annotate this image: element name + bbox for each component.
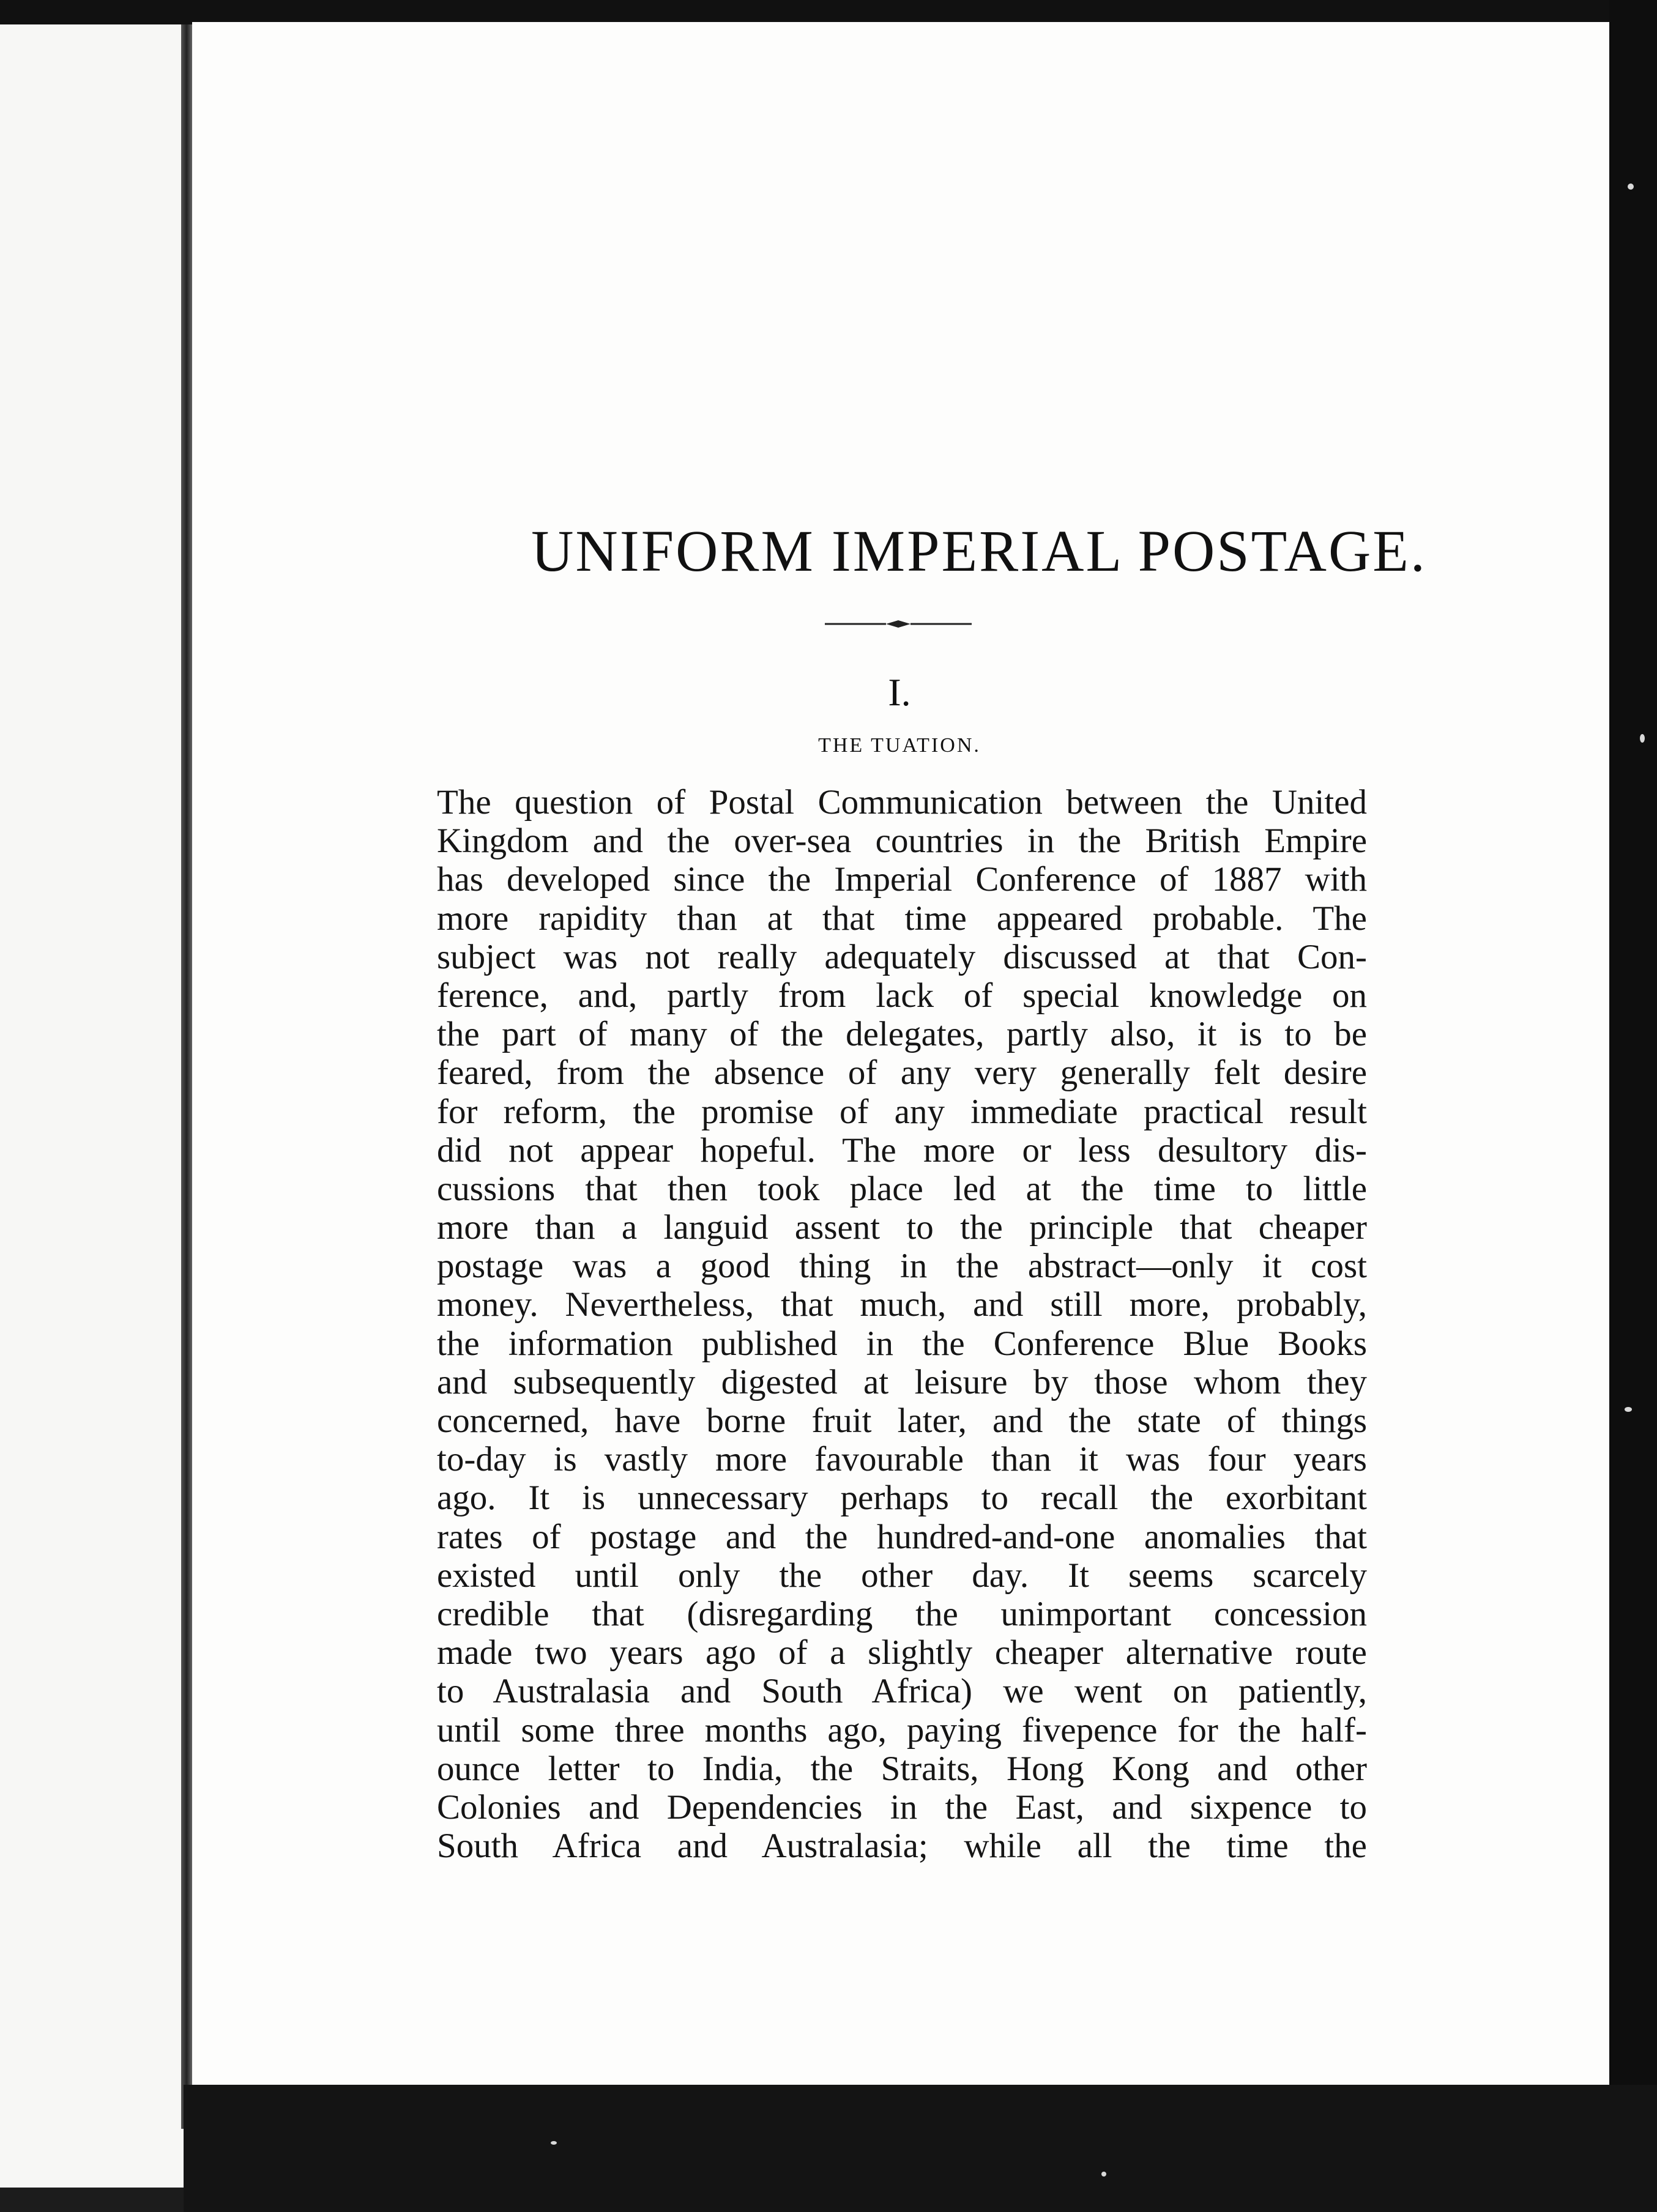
facing-page-edge	[0, 24, 184, 2188]
scan-speck	[1101, 2172, 1106, 2177]
body-line: Colonies and Dependencies in the East, and sixpence to	[437, 1787, 1367, 1827]
body-line: has developed since the Imperial Conference of 1887 with	[437, 860, 1367, 899]
scan-bottom-border	[184, 2085, 1657, 2212]
title-ornament	[825, 618, 972, 630]
body-line: ounce letter to India, the Straits, Hong Kong and other	[437, 1749, 1367, 1788]
body-line: ago. It is unnecessary perhaps to recall the exorbitant	[437, 1479, 1367, 1518]
body-line: for reform, the promise of any immediate practical result	[437, 1092, 1367, 1131]
body-line: to-day is vastly more favourable than it was four years	[437, 1440, 1367, 1479]
body-line: postage was a good thing in the abstract—only it cost	[437, 1247, 1367, 1286]
body-paragraph	[437, 783, 1367, 1865]
body-line: cussions that then took place led at the time to little	[437, 1169, 1367, 1208]
body-line: subject was not really adequately discussed at that Con-	[437, 937, 1367, 976]
scan-right-border	[1609, 0, 1657, 2212]
section-number: I.	[888, 670, 911, 714]
body-line: money. Nevertheless, that much, and still more, probably,	[437, 1285, 1367, 1324]
body-line: feared, from the absence of any very generally felt desire	[437, 1053, 1367, 1093]
body-line: the information published in the Conference Blue Books	[437, 1324, 1367, 1363]
body-line: made two years ago of a slightly cheaper alternative route	[437, 1633, 1367, 1672]
page-title: UNIFORM IMPERIAL POSTAGE.	[531, 518, 1427, 584]
body-line: existed until only the other day. It seems scarcely	[437, 1556, 1367, 1595]
body-line: the part of many of the delegates, partly also, it is to be	[437, 1015, 1367, 1054]
section-heading: THE TUATION.	[818, 734, 981, 757]
body-line: credible that (disregarding the unimportant concession	[437, 1594, 1367, 1633]
scan-speck	[1628, 184, 1634, 190]
scan-speck	[551, 2141, 557, 2145]
scan-speck	[1640, 734, 1645, 743]
body-line: more than a languid assent to the principle that cheaper	[437, 1208, 1367, 1247]
body-line: did not appear hopeful. The more or less desultory dis-	[437, 1130, 1367, 1170]
body-line: concerned, have borne fruit later, and the state of things	[437, 1401, 1367, 1440]
body-line: to Australasia and South Africa) we went on patiently,	[437, 1672, 1367, 1711]
body-line: The question of Postal Communication between the United	[437, 783, 1367, 822]
body-line: more rapidity than at that time appeared probable. The	[437, 899, 1367, 938]
scan-top-border	[0, 0, 1657, 24]
scan-speck	[1625, 1407, 1632, 1412]
body-line: Kingdom and the over-sea countries in the British Empire	[437, 822, 1367, 861]
body-line: rates of postage and the hundred-and-one anomalies that	[437, 1517, 1367, 1556]
body-line: until some three months ago, paying fivepence for the half-	[437, 1710, 1367, 1750]
body-line: South Africa and Australasia; while all the time the	[437, 1827, 1367, 1866]
book-spine	[181, 24, 192, 2129]
body-line: and subsequently digested at leisure by those whom they	[437, 1362, 1367, 1401]
body-line: ference, and, partly from lack of special knowledge on	[437, 976, 1367, 1015]
